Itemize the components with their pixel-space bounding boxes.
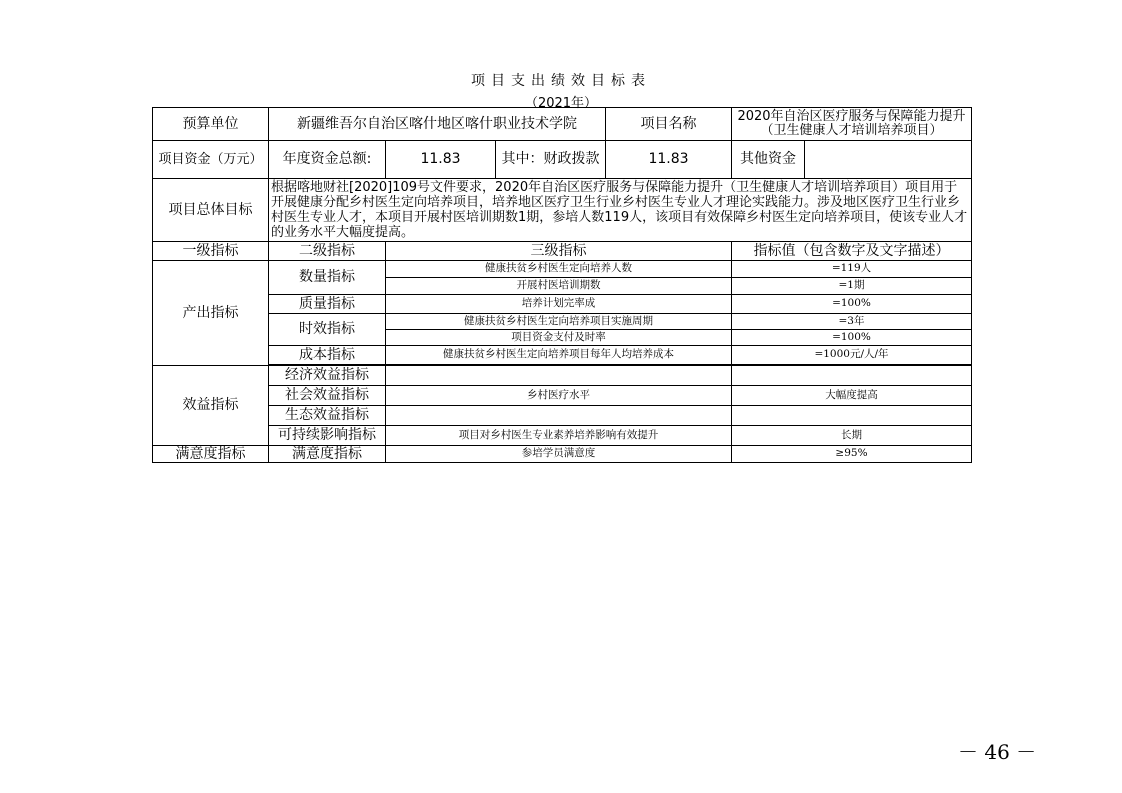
value-cell: =100% (732, 330, 972, 346)
indicator-cell: 参培学员满意度 (386, 446, 732, 463)
value-cell: =3年 (732, 314, 972, 330)
budget-unit-label: 预算单位 (153, 108, 269, 141)
overall-goal-text: 根据喀地财社[2020]109号文件要求，2020年自治区医疗服务与保障能力提升（卫生健康人才培训培养项目）项目用于开展健康分配乡村医生定向培养项目，培养地区医疗卫生行业乡村医生专业人才理论实践能力。涉及地区医疗卫生行业乡村医生专业人才，本项目开展村医培训期数1期，参培人数119人，该项目有效保障乡村医生定向培养项目，使该专业人才的业务水平大幅度提高。 (269, 179, 972, 242)
value-cell (732, 366, 972, 386)
value-cell: 大幅度提高 (732, 386, 972, 406)
cost-indicator-label: 成本指标 (269, 346, 386, 365)
indicator-cell: 乡村医疗水平 (386, 386, 732, 406)
overall-goal-label: 项目总体目标 (153, 179, 269, 242)
ecological-benefit-label: 生态效益指标 (269, 406, 386, 426)
indicator-cell (386, 406, 732, 426)
header-level2: 二级指标 (269, 242, 386, 261)
indicator-cell: 健康扶贫乡村医生定向培养人数 (386, 261, 732, 278)
other-funds-label: 其他资金 (732, 141, 805, 179)
project-name-value: 2020年自治区医疗服务与保障能力提升（卫生健康人才培训培养项目） (732, 108, 972, 141)
fiscal-funds-label: 其中：财政拨款 (496, 141, 606, 179)
header-level3: 三级指标 (386, 242, 732, 261)
value-cell: =119人 (732, 261, 972, 278)
page-number: － 46 － (958, 740, 1037, 764)
indicator-cell (386, 366, 732, 386)
header-level1: 一级指标 (153, 242, 269, 261)
timeliness-indicator-label: 时效指标 (269, 314, 386, 346)
quantity-indicator-label: 数量指标 (269, 261, 386, 295)
economic-benefit-label: 经济效益指标 (269, 366, 386, 386)
project-name-label: 项目名称 (606, 108, 732, 141)
indicator-cell: 开展村医培训期数 (386, 278, 732, 295)
document-year: （2021年） (524, 96, 598, 111)
indicator-cell: 项目对乡村医生专业素养培养影响有效提升 (386, 426, 732, 446)
document-title: 项目支出绩效目标表 (471, 73, 651, 89)
value-cell: =1期 (732, 278, 972, 295)
indicator-cell: 健康扶贫乡村医生定向培养项目每年人均培养成本 (386, 346, 732, 365)
annual-total-value: 11.83 (386, 141, 496, 179)
social-benefit-label: 社会效益指标 (269, 386, 386, 406)
funds-label: 项目资金（万元） (153, 141, 269, 179)
other-funds-value (805, 141, 972, 179)
annual-total-label: 年度资金总额: (269, 141, 386, 179)
satisfaction-level2-label: 满意度指标 (269, 446, 386, 463)
indicator-cell: 健康扶贫乡村医生定向培养项目实施周期 (386, 314, 732, 330)
indicator-cell: 项目资金支付及时率 (386, 330, 732, 346)
value-cell (732, 406, 972, 426)
value-cell: =100% (732, 295, 972, 314)
value-cell: ≥95% (732, 446, 972, 463)
satisfaction-indicator-label: 满意度指标 (153, 446, 269, 463)
quality-indicator-label: 质量指标 (269, 295, 386, 314)
indicator-cell: 培养计划完率成 (386, 295, 732, 314)
output-indicator-label: 产出指标 (153, 261, 269, 366)
value-cell: =1000元/人/年 (732, 346, 972, 365)
benefit-indicator-label: 效益指标 (153, 366, 269, 446)
fiscal-funds-value: 11.83 (606, 141, 732, 179)
value-cell: 长期 (732, 426, 972, 446)
header-value: 指标值（包含数字及文字描述） (732, 242, 972, 261)
budget-unit-value: 新疆维吾尔自治区喀什地区喀什职业技术学院 (269, 108, 606, 141)
performance-target-table (152, 107, 972, 463)
sustainable-impact-label: 可持续影响指标 (269, 426, 386, 446)
